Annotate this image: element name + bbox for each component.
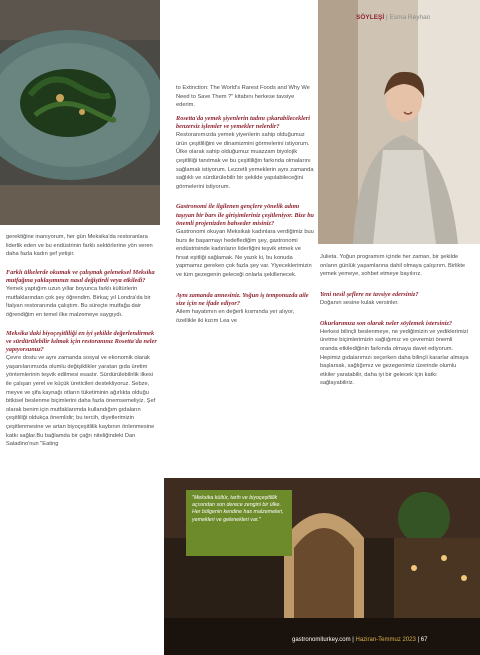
middle-continuation: to Extinction: The World's Rarest Foods and Why We Need to Save Them ?" kitabını herkese tavsiye ederim.: [176, 85, 310, 109]
chef-photo: [318, 0, 480, 244]
pull-quote-text: "Meksika kültür, tarih ve biyoçeşitlilik açısından son derece zengini bir ülke. Her bölgenin kendine has malzemeleri, yemekleri ve gelenekleri var.": [192, 495, 284, 523]
right-column: [320, 253, 470, 388]
right-question-2: Okurlarımıza son olarak neler söylemek istersiniz?: [320, 319, 453, 327]
left-question-1: Farklı ülkelerde okumak ve çalışmak geleneksel Meksika mutfağına yaklaşımınızı nasıl değiştirdi veya etkiledi?: [6, 268, 155, 284]
middle-answer-3: Ailem hayatımın en değerli kısmında yer alıyor, özellikle iki kızım Lea ve: [176, 308, 295, 324]
plate-photo: [0, 0, 160, 225]
middle-question-2: Gastronomi ile ilgilenen gençlere yönelik adımı taşıyan bir bars ile girişimleriniz çeşitleniyor. Bize bu önemli projenizden bahseder misiniz?: [176, 203, 314, 227]
pull-quote: [186, 490, 292, 556]
author-name: Esma Reyhan: [389, 14, 431, 21]
footer-page-number: 67: [420, 637, 428, 643]
page-footer: gastronomiturkey.com | Haziran-Temmuz 2023 | 67: [292, 637, 428, 643]
section-label: SÖYLEŞİ: [356, 14, 385, 21]
left-question-2: Meksika'daki biyoçeşitliliği en iyi şekilde değerlendirmek ve sürdürülebilir kılmak için restoranınız Rosetta'da neler yapıyorsunuz?: [6, 329, 157, 353]
middle-answer-1: Restoranımızda yemek yiyenlerin sahip olduğumuz ürün çeşitliliğini ve dinamizmini görmelerini istiyorum. Ülke olarak sahip olduğumuz muazzam biyolojik çeşitliliği tanıtmak ve bu çeşitliliğin farkında olmalarını sağlamak istiyorum. Lezzetli yemeklerin aynı zamanda sağlıklı ve sürdürülebilir bir şekilde yapılabileceğini görmelerini istiyorum.: [176, 132, 314, 190]
right-answer-2: Herkesi bilinçli beslenmeye, ne yediğimizin ve yediklerimizi üretme biçimlerimizin sağlığımız ve çevremizi önemli oranda etkilediğinin farkında olmaya davet ediyorum. Hepimiz gıdalarımızı seçerken daha bilinçli kararlar almaya başlarsak, sağlığımız ve gezegenimiz üzerinde olumlu etkiler yaratabilir, daha iyi bir gelecek için katkı sağlayabiliriz.: [320, 328, 469, 387]
right-intro: Julieta. Yoğun programım içinde her zaman, bir şekilde onların günlük yaşamlarına dahil olmaya çalışırım. Birlikte yemek yemeye, sohbet etmeye bayılırız.: [320, 254, 466, 278]
left-column: [6, 233, 158, 449]
right-answer-1: Doğanın sesine kulak versinler.: [320, 299, 399, 306]
left-answer-1: Yemek yaptığım uzun yıllar boyunca farklı kültürlerin mutfaklarından çok şey öğrendim. Birkaç yıl Londra'da bir İtalyan restoranında çalıştım. Bu süreçte mutfağa dair öğrendiğim en temel ilke malzemeye saygıydı.: [6, 286, 151, 318]
middle-column: [176, 84, 314, 325]
middle-question-3: Aynı zamanda annesiniz. Yoğun iş temponuzda aile size için ne ifade ediyor?: [176, 291, 309, 307]
footer-issue: Haziran-Temmuz 2023: [355, 637, 416, 643]
section-header: SÖYLEŞİ | Esma Reyhan: [356, 14, 431, 21]
right-question-1: Yeni nesil şeflere ne tavsiye edersiniz?: [320, 290, 419, 298]
left-intro: gerektiğine inanıyorum, her gün Meksika'da restoranlara liderlik eden ve bu endüstrinin farklı sektörlerine yön veren daha fazla kadın şef yetişir.: [6, 234, 153, 258]
footer-site: gastronomiturkey.com: [292, 637, 351, 643]
left-answer-2: Çevre dostu ve aynı zamanda sosyal ve ekonomik olarak yaşanılanımızda olumlu değişiklikler yaratan gıda üretim yöntemlerinin teşvik edilmesi esastır. Sürdürülebilirlik ilkesi ile çalışan yerel ve küçük üreticileri destekliyoruz. Sebze, meyve ve şifa kaynağı otların tüketiminin ağırlıkta olduğu bitkisel beslenme biçimlerini daha fazla önemsemeliyiz. Şef olarak benim için mutfaklarımda kullandığım gıdaların çeşitliliği oldukça önemlidir; bu tercih, diyetlerimizin çeşitlenmesine ve artan biyoçeşitlilik kaybının önlenmesine katkı sağlar.Bu bağlamda bir çağrı niteliğindeki Dan Saladino'nun "Eating: [6, 355, 156, 448]
middle-answer-2: Gastronomi okuyan Meksikalı kadınlara verdiğimiz buu burs ile başarmayı hedeflediğim şey, gastronomi endüstrisinde kadınların liderliğini teşvik etmek ve fırsat eşitliği sağlamak. Ne yazık ki, bu konuda yapmamız gereken çok fazla şey var. Yiyeceklerimizin ve tüm gezegenin geleceği onlarla şekillenecek.: [176, 228, 314, 278]
middle-question-1: Rosetta'da yemek şiyenlerin tadını çıkarabilecekleri benzersiz işlemler ve yemekler nelerdir?: [176, 114, 310, 130]
